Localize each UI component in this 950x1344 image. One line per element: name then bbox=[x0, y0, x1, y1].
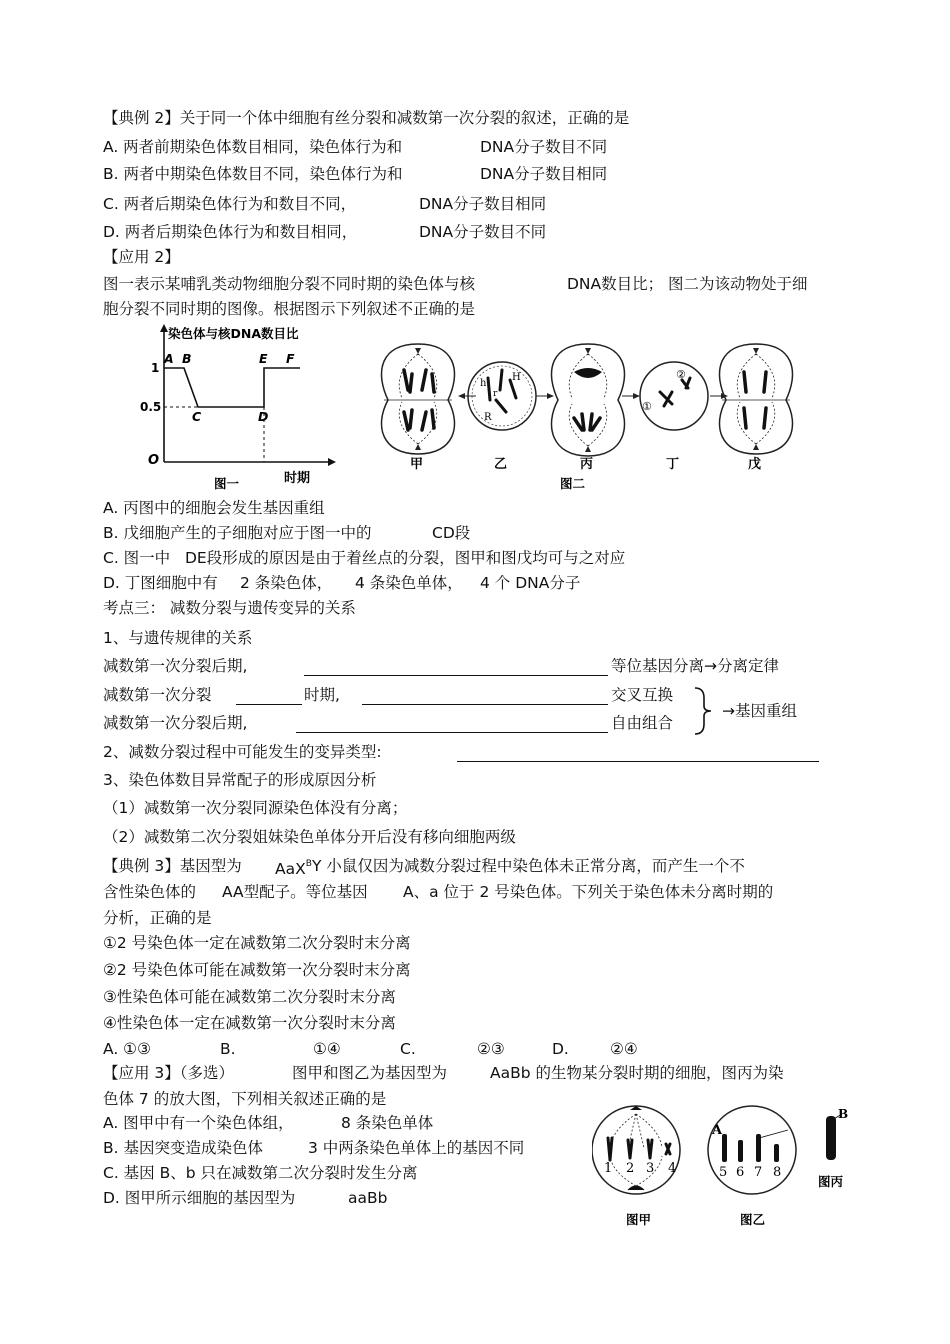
point-d: D bbox=[258, 409, 269, 424]
option-text: DNA分子数目不同 bbox=[480, 138, 608, 156]
apply3-option-b: B. 基因突变造成染色体 bbox=[103, 1139, 263, 1157]
apply2-option-a: A. 丙图中的细胞会发生基因重组 bbox=[103, 499, 325, 517]
example3-line1: 【典例 3】基因型为 bbox=[103, 857, 242, 875]
cell-figure-jia bbox=[592, 1106, 680, 1194]
apply2-title: 【应用 2】 bbox=[103, 248, 180, 266]
apply3-figures bbox=[592, 1100, 858, 1232]
example3-option-b: B. bbox=[220, 1040, 236, 1058]
row2-label: 减数第一次分裂 bbox=[103, 686, 212, 704]
point-e: E bbox=[259, 351, 268, 366]
example3-item1: ①2 号染色体一定在减数第二次分裂时末分离 bbox=[103, 934, 411, 952]
chromosome-6-label: 6 bbox=[736, 1165, 745, 1180]
apply2-option-c: C. 图一中 bbox=[103, 549, 171, 567]
cell-ding bbox=[640, 362, 708, 430]
chromosome-4-label: 4 bbox=[668, 1161, 677, 1176]
cell-jia bbox=[381, 344, 454, 454]
label-jia: 甲 bbox=[410, 457, 424, 472]
x-axis-label: 时期 bbox=[284, 471, 311, 486]
option-text: 3 中两条染色单体上的基因不同 bbox=[308, 1139, 525, 1157]
row3-result: 自由组合 bbox=[611, 714, 674, 732]
example3-item4: ④性染色体一定在减数第一次分裂时末分离 bbox=[103, 1014, 396, 1032]
label-yi: 乙 bbox=[494, 457, 508, 472]
example3-option-c: C. bbox=[400, 1040, 416, 1058]
fill-blank-1[interactable] bbox=[304, 657, 608, 676]
apply2-option-b: B. 戊细胞产生的子细胞对应于图一中的 bbox=[103, 524, 372, 542]
fill-blank-3[interactable] bbox=[362, 686, 608, 705]
row3-label: 减数第一次分裂后期, bbox=[103, 714, 248, 732]
example3-line2: 含性染色体的 bbox=[103, 883, 197, 901]
point-f: F bbox=[286, 351, 295, 366]
figure1-caption: 图一 bbox=[214, 476, 240, 490]
topic3-section2: 2、减数分裂过程中可能发生的变异类型: bbox=[103, 743, 382, 761]
apply3-line1-b: 图甲和图乙为基因型为 bbox=[292, 1064, 448, 1082]
cell-figure-yi bbox=[708, 1106, 796, 1194]
gene-A-label: A bbox=[712, 1123, 723, 1138]
apply3-line1-c: AaBb 的生物某分裂时期的细胞，图丙为染 bbox=[490, 1064, 784, 1082]
chromosome-8-label: 8 bbox=[773, 1165, 782, 1180]
option-text: DNA分子数目相同 bbox=[419, 195, 547, 213]
gene-B-label: B bbox=[838, 1107, 849, 1121]
topic3-title: 考点三： 减数分裂与遗传变异的关系 bbox=[103, 599, 356, 617]
cell-wu bbox=[719, 344, 792, 454]
example3-option-d: D. bbox=[552, 1040, 569, 1058]
example2-option-b: B. 两者中期染色体数目不同，染色体行为和 bbox=[103, 165, 403, 183]
point-c: C bbox=[192, 409, 202, 424]
apply3-line1: 【应用 3】（多选） bbox=[103, 1064, 235, 1082]
example2-option-a bbox=[103, 137, 402, 157]
option-text: DNA分子数目相同 bbox=[480, 165, 608, 183]
example3-option-a: A. ①③ bbox=[103, 1040, 151, 1058]
figure2-caption: 图二 bbox=[560, 476, 586, 491]
y-axis-arrow bbox=[160, 324, 168, 332]
option-text: 4 个 DNA分子 bbox=[480, 574, 581, 592]
tick-1: 1 bbox=[151, 361, 160, 375]
example3-line2-c: A、a 位于 2 号染色体。下列关于染色体未分离时期的 bbox=[403, 883, 774, 901]
chromosome-1-label: 1 bbox=[604, 1161, 613, 1176]
chromosome-7-enlarged bbox=[826, 1107, 848, 1160]
apply3-option-a: A. 图甲中有一个染色体组， bbox=[103, 1114, 294, 1132]
example3-line2-b: AA型配子。等位基因 bbox=[222, 883, 368, 901]
option-text: DE段形成的原因是由于着丝点的分裂，图甲和图戊均可与之对应 bbox=[185, 549, 626, 567]
gene-h: h bbox=[480, 378, 487, 389]
option-text: aaBb bbox=[348, 1189, 388, 1207]
right-brace bbox=[692, 686, 714, 736]
figure2-cells bbox=[378, 334, 798, 494]
fill-blank-5[interactable] bbox=[457, 743, 819, 762]
row1-label: 减数第一次分裂后期, bbox=[103, 657, 248, 675]
example3-line3: 分析，正确的是 bbox=[103, 909, 212, 927]
row1-result: 等位基因分离→分离定律 bbox=[611, 657, 779, 675]
chromosome-2-label: 2 bbox=[626, 1161, 635, 1176]
option-text: CD段 bbox=[432, 524, 471, 542]
y-axis-label: 染色体与核DNA数目比 bbox=[168, 326, 299, 341]
fill-blank-2[interactable] bbox=[236, 686, 302, 705]
row2-result: 交叉互换 bbox=[611, 686, 674, 704]
topic3-section1: 1、与遗传规律的关系 bbox=[103, 629, 253, 647]
apply3-option-d: D. 图甲所示细胞的基因型为 bbox=[103, 1189, 296, 1207]
label-ding: 丁 bbox=[666, 457, 680, 472]
origin-label: O bbox=[148, 453, 160, 468]
cell-bing bbox=[551, 344, 624, 456]
section3-item1: （1）减数第一次分裂同源染色体没有分离； bbox=[103, 799, 408, 817]
brace-result: →基因重组 bbox=[722, 702, 797, 720]
topic3-section3: 3、染色体数目异常配子的形成原因分析 bbox=[103, 771, 377, 789]
option-text: ①④ bbox=[313, 1040, 341, 1058]
point-b: B bbox=[182, 351, 192, 366]
chromosome-1: ① bbox=[642, 400, 652, 413]
genotype-text: AaX bbox=[275, 860, 306, 879]
x-axis-arrow bbox=[328, 458, 336, 466]
genotype bbox=[275, 856, 312, 879]
option-text: 2 条染色体， bbox=[240, 574, 333, 592]
chromosome-7-label: 7 bbox=[754, 1165, 763, 1180]
fill-blank-4[interactable] bbox=[296, 714, 608, 733]
figure-bing-caption: 图丙 bbox=[818, 1174, 844, 1189]
apply3-option-c: C. 基因 B、b 只在减数第二次分裂时发生分离 bbox=[103, 1164, 418, 1182]
section3-item2: （2）减数第二次分裂姐妹染色单体分开后没有移向细胞两级 bbox=[103, 828, 516, 846]
option-text: ②③ bbox=[477, 1040, 505, 1058]
genotype-sup: B bbox=[305, 859, 312, 869]
example3-line1-cont: Y 小鼠仅因为减数分裂过程中染色体未正常分离，而产生一个不 bbox=[312, 857, 745, 875]
gene-R: R bbox=[484, 412, 492, 423]
figure-jia-caption: 图甲 bbox=[626, 1212, 652, 1227]
figure-yi-caption: 图乙 bbox=[740, 1212, 766, 1227]
gene-r: r bbox=[493, 389, 498, 399]
label-wu: 戊 bbox=[748, 457, 762, 472]
chromosome-5-label: 5 bbox=[719, 1165, 728, 1180]
apply2-stem-line2: 胞分裂不同时期的图像。根据图示下列叙述不正确的是 bbox=[103, 300, 476, 318]
apply3-line2: 色体 7 的放大图，下列相关叙述正确的是 bbox=[103, 1090, 387, 1108]
chromosome-2: ② bbox=[676, 368, 686, 381]
example2-title: 【典例 2】关于同一个体中细胞有丝分裂和减数第一次分裂的叙述，正确的是 bbox=[103, 109, 630, 127]
row2-time: 时期, bbox=[304, 686, 340, 704]
option-text: DNA分子数目不同 bbox=[419, 223, 547, 241]
option-text: 4 条染色单体， bbox=[355, 574, 463, 592]
option-text: ②④ bbox=[610, 1040, 638, 1058]
label-bing: 丙 bbox=[580, 457, 594, 472]
option-text: 8 条染色单体 bbox=[341, 1114, 434, 1132]
example3-item2: ②2 号染色体可能在减数第一次分裂时末分离 bbox=[103, 961, 411, 979]
chromosome-3-label: 3 bbox=[646, 1161, 655, 1176]
apply2-option-d: D. 丁图细胞中有 bbox=[103, 574, 218, 592]
ratio-line bbox=[164, 368, 300, 407]
tick-05: 0.5 bbox=[140, 400, 162, 414]
figure1-graph bbox=[140, 322, 340, 490]
example2-option-d: D. 两者后期染色体行为和数目相同， bbox=[103, 223, 358, 241]
example3-item3: ③性染色体可能在减数第二次分裂时末分离 bbox=[103, 988, 396, 1006]
option-text: A. 两者前期染色体数目相同，染色体行为和 bbox=[103, 138, 403, 156]
example2-option-c: C. 两者后期染色体行为和数目不同， bbox=[103, 195, 357, 213]
point-a: A bbox=[164, 351, 174, 366]
apply2-stem: 图一表示某哺乳类动物细胞分裂不同时期的染色体与核 bbox=[103, 275, 476, 293]
apply2-stem-cont: DNA数目比； 图二为该动物处于细 bbox=[567, 275, 808, 293]
gene-H: H bbox=[512, 372, 521, 383]
cell-yi bbox=[468, 362, 536, 430]
